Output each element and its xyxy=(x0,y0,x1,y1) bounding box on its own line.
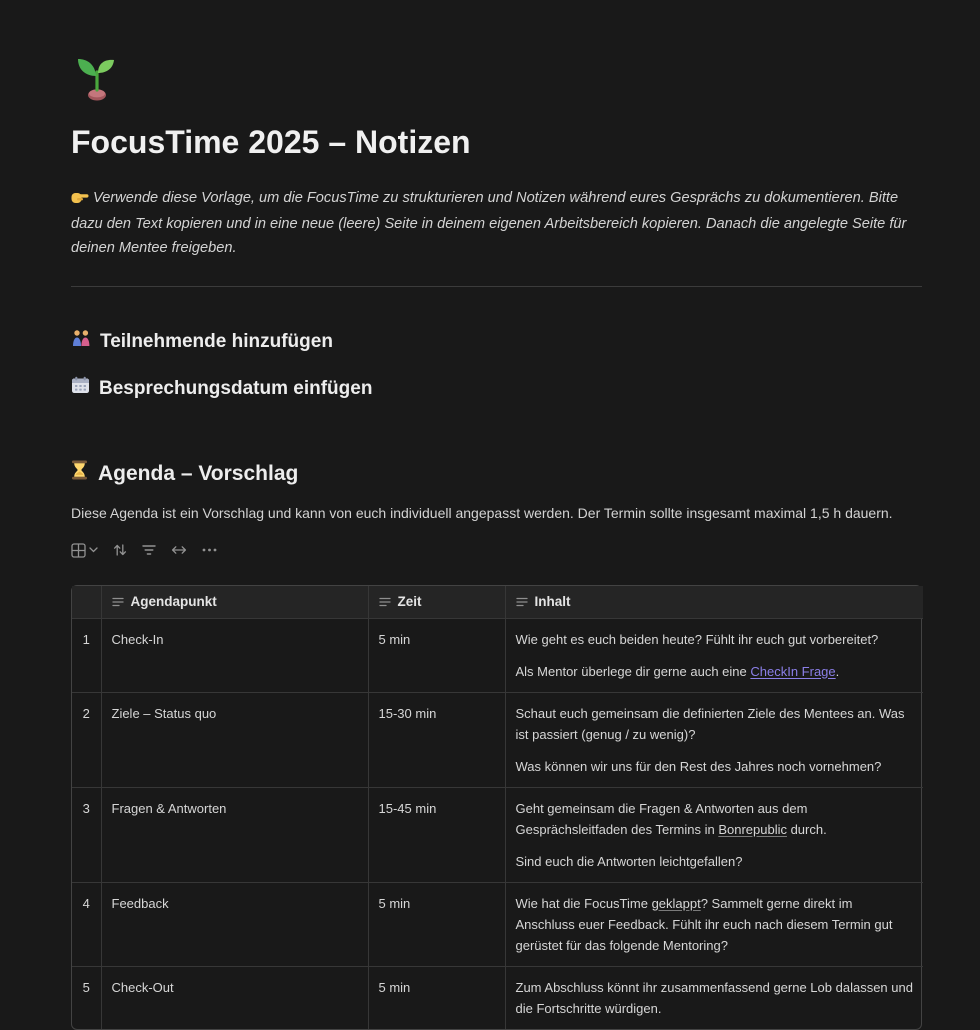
zeit-cell[interactable]: 5 min xyxy=(368,882,505,966)
text-segment: Schaut euch gemeinsam die definierten Ziele des Mentees an. Was ist passiert (genug / zu wenig)? xyxy=(515,705,905,742)
table-row xyxy=(72,882,923,966)
inhalt-cell[interactable] xyxy=(505,966,923,1029)
heading-agenda xyxy=(71,460,922,487)
more-options-button[interactable] xyxy=(202,548,217,552)
pointing-right-icon xyxy=(71,188,89,212)
inhalt-cell[interactable] xyxy=(505,618,923,692)
table-toolbar xyxy=(71,541,922,559)
text-segment: Sind euch die Antworten leichtgefallen? xyxy=(515,853,743,869)
inhalt-paragraph xyxy=(516,851,914,872)
table-view-button[interactable] xyxy=(71,543,98,558)
heading-agenda-label: Agenda – Vorschlag xyxy=(98,461,299,485)
row-number: 1 xyxy=(72,618,101,692)
inhalt-paragraph xyxy=(516,661,914,682)
zeit-cell[interactable]: 5 min xyxy=(368,618,505,692)
two-people-icon xyxy=(71,329,91,353)
table-row xyxy=(72,692,923,787)
text-segment: Geht gemeinsam die Fragen & Antworten aus dem Gesprächsleitfaden des Termins in xyxy=(515,800,808,837)
column-header-agendapunkt[interactable] xyxy=(101,586,368,618)
inhalt-paragraph xyxy=(516,977,914,1019)
agendapunkt-cell[interactable]: Fragen & Antworten xyxy=(101,787,368,882)
zeit-cell[interactable]: 15-30 min xyxy=(368,692,505,787)
text-property-icon xyxy=(516,597,528,607)
intro-paragraph xyxy=(71,186,922,260)
divider xyxy=(71,286,922,287)
calendar-icon xyxy=(71,376,90,400)
inhalt-paragraph xyxy=(516,798,914,840)
hourglass-icon xyxy=(71,460,88,487)
grid-icon xyxy=(71,543,86,558)
heading-participants-label: Teilnehmende hinzufügen xyxy=(100,330,333,352)
text-segment: . xyxy=(835,663,840,679)
heading-meeting-date xyxy=(71,376,922,400)
text-segment: Was können wir uns für den Rest des Jahres noch vornehmen? xyxy=(515,758,882,774)
ellipsis-icon xyxy=(202,548,217,552)
text-segment: durch. xyxy=(786,821,827,837)
column-label: Zeit xyxy=(397,594,422,610)
text-segment: Zum Abschluss könnt ihr zusammenfassend gerne Lob dalassen und die Fortschritte würdigen. xyxy=(515,979,913,1016)
column-label: Inhalt xyxy=(534,594,571,610)
table-row xyxy=(72,787,923,882)
zeit-cell[interactable]: 5 min xyxy=(368,966,505,1029)
filter-lines-icon xyxy=(142,544,156,556)
inline-mention[interactable]: Bonrepublic xyxy=(718,821,787,837)
row-number: 5 xyxy=(72,966,101,1029)
table-header-row xyxy=(72,586,923,618)
chevron-down-icon xyxy=(89,547,98,553)
agendapunkt-cell[interactable]: Feedback xyxy=(101,882,368,966)
inhalt-paragraph xyxy=(516,629,914,650)
agendapunkt-cell[interactable]: Check-Out xyxy=(101,966,368,1029)
sort-arrows-icon xyxy=(113,543,127,557)
inhalt-paragraph xyxy=(516,703,914,745)
column-label: Agendapunkt xyxy=(130,594,217,610)
row-number: 4 xyxy=(72,882,101,966)
page-title: FocusTime 2025 – Notizen xyxy=(71,124,471,160)
inline-mention[interactable]: geklappt xyxy=(651,895,701,911)
agendapunkt-cell[interactable]: Check-In xyxy=(101,618,368,692)
row-number: 2 xyxy=(72,692,101,787)
page-content xyxy=(71,50,922,1030)
page-icon-seedling[interactable] xyxy=(71,50,123,102)
text-property-icon xyxy=(379,597,391,607)
table-row xyxy=(72,618,923,692)
intro-text: Verwende diese Vorlage, um die FocusTime zu strukturieren und Notizen während eures Gesprächs zu dokumentieren. Bitte dazu den Text kopieren und in eine neue (leere) Seite in deinem eigenen Arbeitsbereich kopieren. Danach die angelegte Seite für deinen Mentee freigeben. xyxy=(71,190,907,256)
expand-width-button[interactable] xyxy=(171,545,187,555)
inhalt-cell[interactable] xyxy=(505,787,923,882)
inhalt-cell[interactable] xyxy=(505,882,923,966)
text-segment: Wie hat die FocusTime xyxy=(515,895,652,911)
seedling-icon xyxy=(71,50,123,102)
heading-meeting-date-label: Besprechungsdatum einfügen xyxy=(99,377,373,399)
row-number-header xyxy=(72,586,101,618)
inhalt-paragraph xyxy=(516,756,914,777)
column-header-zeit[interactable] xyxy=(368,586,505,618)
inhalt-paragraph xyxy=(516,893,914,956)
text-property-icon xyxy=(112,597,124,607)
agenda-description: Diese Agenda ist ein Vorschlag und kann von euch individuell angepasst werden. Der Termin sollte insgesamt maximal 1,5 h dauern. xyxy=(71,505,893,521)
filter-button[interactable] xyxy=(142,544,156,556)
column-header-inhalt[interactable] xyxy=(505,586,923,618)
text-segment: Wie geht es euch beiden heute? Fühlt ihr euch gut vorbereitet? xyxy=(515,631,879,647)
table-row xyxy=(72,966,923,1029)
arrows-horizontal-icon xyxy=(171,545,187,555)
zeit-cell[interactable]: 15-45 min xyxy=(368,787,505,882)
agenda-table xyxy=(71,585,922,1030)
heading-participants xyxy=(71,329,922,353)
inhalt-cell[interactable] xyxy=(505,692,923,787)
sort-button[interactable] xyxy=(113,543,127,557)
text-segment: Als Mentor überlege dir gerne auch eine xyxy=(515,663,751,679)
agenda-table-body xyxy=(72,618,923,1029)
agendapunkt-cell[interactable]: Ziele – Status quo xyxy=(101,692,368,787)
text-segment: ? Sammelt gerne direkt im Anschluss euer Feedback. Fühlt ihr euch nach diesem Termin gut gerüstet für das folgende Mentoring? xyxy=(515,895,893,953)
row-number: 3 xyxy=(72,787,101,882)
inline-link[interactable]: CheckIn Frage xyxy=(750,663,836,679)
